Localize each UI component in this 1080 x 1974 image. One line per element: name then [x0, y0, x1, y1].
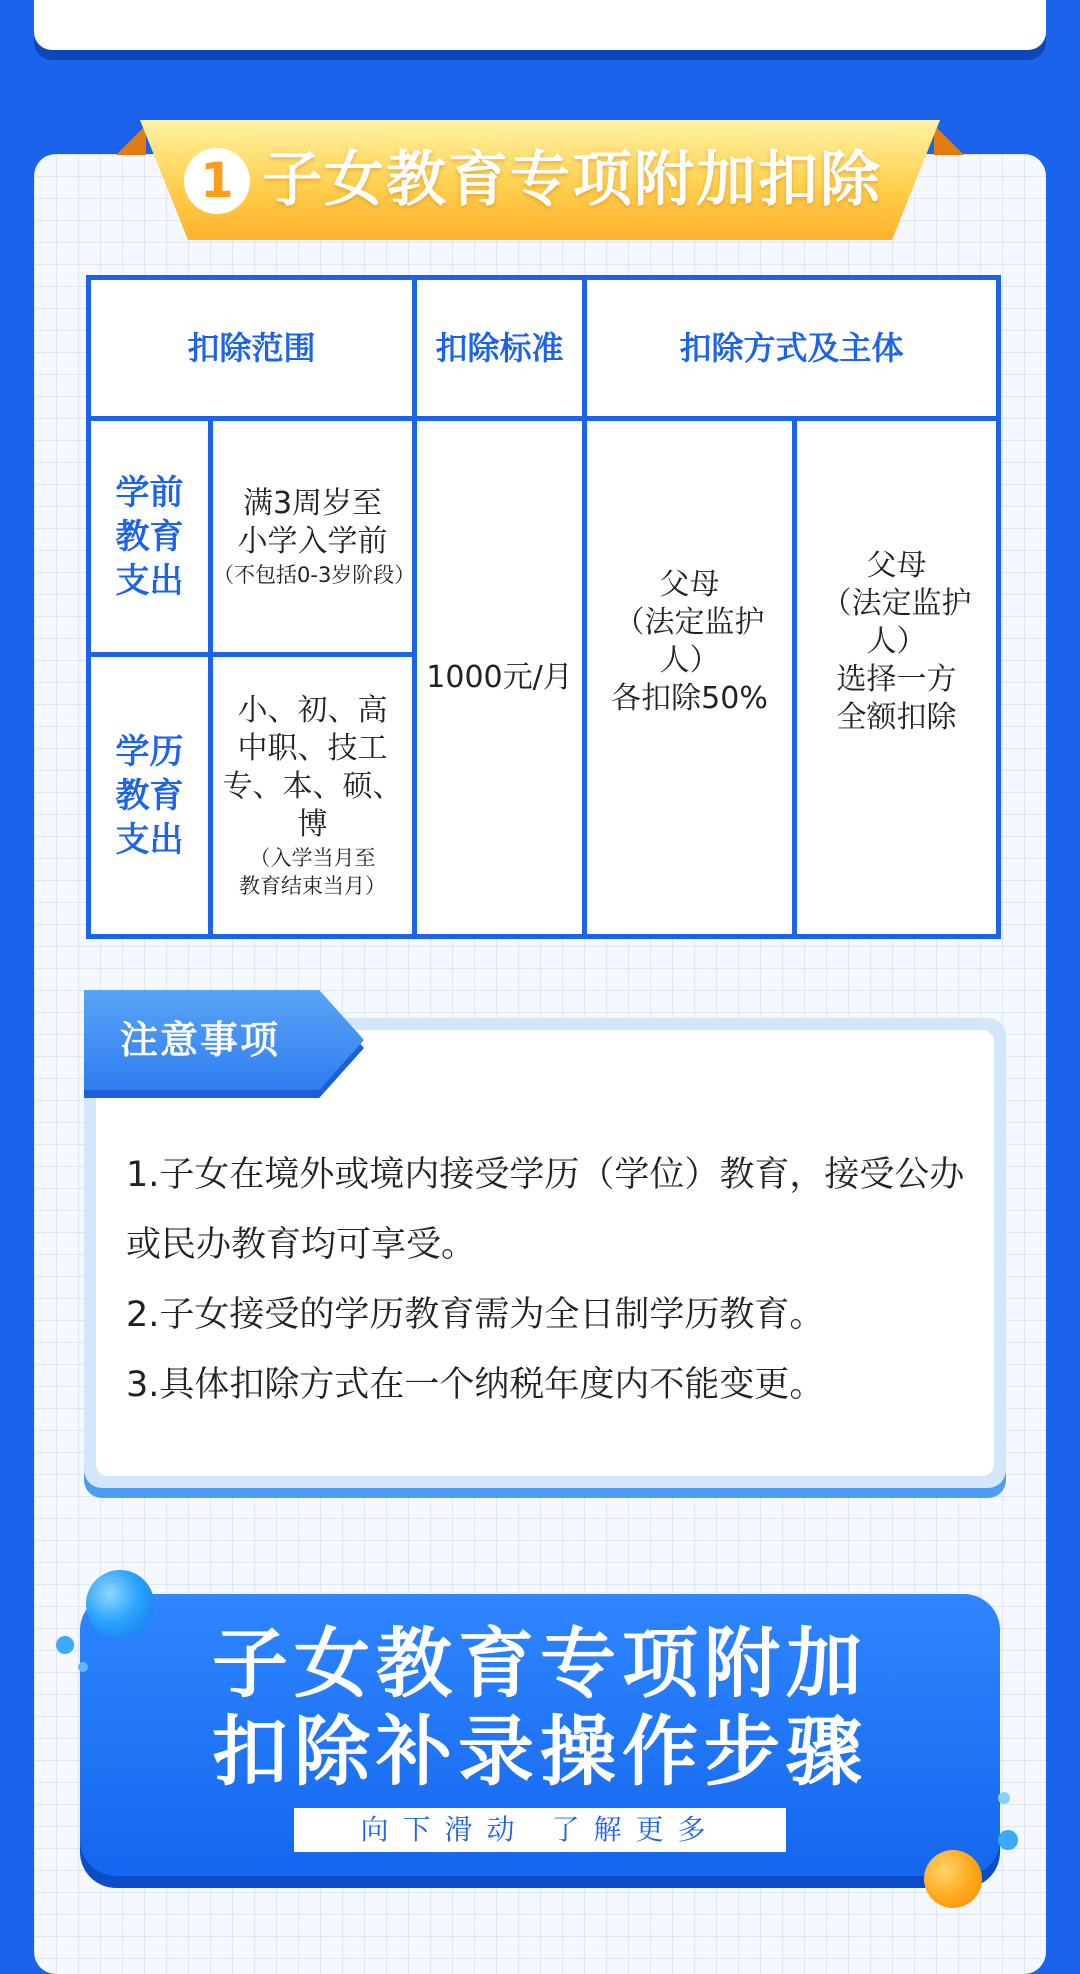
method-one-parent — [795, 419, 999, 937]
ribbon-fold-right — [934, 125, 964, 155]
notice-item: 2.子女接受的学历教育需为全日制学历教育。 — [126, 1295, 825, 1335]
scope-text: 小、初、高 中职、技工 专、本、硕、博 — [222, 692, 403, 842]
method-both-parents — [585, 419, 795, 937]
table-header-method: 扣除方式及主体 — [585, 278, 999, 419]
scope-note: （入学当月至 教育结束当月） — [239, 845, 386, 898]
scope-note: （不包括0-3岁阶段） — [213, 562, 416, 587]
category-academic — [89, 655, 211, 937]
notice-item: 3.具体扣除方式在一个纳税年度内不能变更。 — [126, 1365, 825, 1405]
banner-title-line1: 子女教育专项附加 — [212, 1619, 868, 1708]
table-header-scope: 扣除范围 — [89, 278, 415, 419]
table-header-standard: 扣除标准 — [415, 278, 585, 419]
method-a-text: 父母 （法定监护人） 各扣除50% — [611, 566, 768, 716]
top-card — [34, 0, 1046, 50]
notice-item: 1.子女在境外或境内接受学历（学位）教育，接受公办或民办教育均可享受。 — [126, 1155, 965, 1265]
notice-list — [126, 1140, 976, 1420]
decor-dot — [56, 1636, 74, 1654]
banner-title-line2: 扣除补录操作步骤 — [212, 1707, 868, 1796]
decor-orange-ball — [924, 1850, 982, 1908]
ribbon-fold-left — [116, 125, 146, 155]
notice-title: 注意事项 — [120, 1018, 281, 1062]
category-label: 学前 教育 支出 — [115, 472, 184, 601]
method-b-text: 父母 （法定监护人） 选择一方 全额扣除 — [821, 547, 972, 735]
scroll-hint: 向下滑动 了解更多 — [294, 1808, 786, 1852]
scope-preschool — [211, 419, 415, 655]
deduction-table — [86, 275, 1001, 939]
standard-cell: 1000元/月 — [415, 419, 585, 937]
scope-text: 满3周岁至 小学入学前 — [237, 485, 388, 559]
category-preschool — [89, 419, 211, 655]
scope-academic — [211, 655, 415, 937]
table-row — [89, 419, 999, 655]
section-title: 子女教育专项附加扣除 — [262, 145, 882, 215]
section-number-badge: 1 — [184, 148, 250, 214]
category-label: 学历 教育 支出 — [115, 731, 184, 860]
decor-dot — [998, 1830, 1018, 1850]
